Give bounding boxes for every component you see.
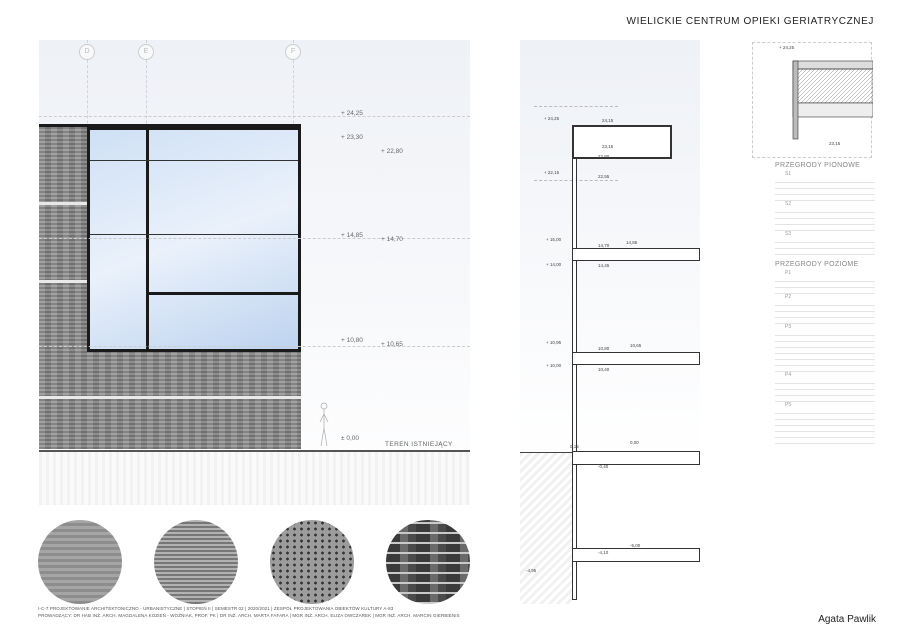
section-level: -5,00 bbox=[630, 543, 641, 548]
level-line bbox=[39, 346, 470, 347]
section-level: 22,80 bbox=[598, 154, 610, 159]
level-mark: + 14,70 bbox=[381, 236, 403, 243]
spec-row bbox=[775, 438, 875, 444]
spec-row bbox=[775, 249, 875, 255]
floor-slab bbox=[572, 248, 700, 261]
level-mark: + 23,30 bbox=[341, 134, 363, 141]
ground-section bbox=[39, 450, 470, 505]
axis-bubble: E bbox=[138, 44, 154, 60]
section-level: + 10,95 bbox=[546, 340, 562, 345]
section-level: 24,15 bbox=[602, 118, 614, 123]
section-ground bbox=[520, 452, 572, 604]
section-level: + 22,15 bbox=[544, 170, 560, 175]
ground-slab bbox=[572, 451, 700, 465]
detail-level: 23,15 bbox=[829, 141, 841, 146]
section-level: + 24,25 bbox=[544, 116, 560, 121]
wall-section-drawing bbox=[520, 40, 700, 604]
course-info: I-C-7 PROJEKTOWANIE ARCHITEKTONICZNO - URBANISTYCZNE | STOPIEŃ II | SEMESTR 02 | 2020/2021 | ZESPÓŁ PROJEKTOWANIA OBIEKTÓW KULTURY A-83 bbox=[38, 606, 394, 611]
section-level: -4,95 bbox=[526, 568, 537, 573]
window-mullion bbox=[146, 130, 149, 349]
spec-heading-vertical: PRZEGRODY PIONOWE bbox=[775, 162, 861, 169]
spec-group-p2 bbox=[775, 294, 875, 324]
window-transom bbox=[90, 160, 298, 161]
section-level: 0,00 bbox=[630, 440, 639, 445]
section-level: 10,40 bbox=[598, 367, 610, 372]
detail-level: + 24,25 bbox=[779, 45, 795, 50]
section-level: 14,45 bbox=[598, 263, 610, 268]
human-scale-figure bbox=[319, 402, 329, 448]
tutors-info: PROWADZĄCY: DR HAB INŻ. ARCH. MAGDALENA KOZIEŃ - WOŹNIAK, PROF. PK | DR INŻ. ARCH. MARTA FAFARA | MGR INŻ. ARCH. ELIZA OWCZAREK | MGR INŻ. ARCH. MARCIN GIERBIENIS bbox=[38, 613, 460, 618]
section-level: + 15,00 bbox=[546, 237, 562, 242]
section-level: 10,80 bbox=[598, 346, 610, 351]
material-sample-perforated-brick bbox=[270, 520, 354, 604]
ground-label: TEREN ISTNIEJĄCY bbox=[385, 441, 453, 448]
level-mark: + 24,25 bbox=[341, 110, 363, 117]
roof-slab bbox=[572, 125, 672, 159]
level-mark: + 22,80 bbox=[381, 148, 403, 155]
spec-group-p4 bbox=[775, 372, 875, 402]
spec-code: P4 bbox=[785, 372, 792, 378]
author-name: Agata Pawlik bbox=[818, 614, 876, 625]
floor-slab bbox=[572, 352, 700, 365]
layer-specifications bbox=[775, 160, 875, 444]
spec-code: S2 bbox=[785, 201, 792, 207]
level-mark: + 10,65 bbox=[381, 341, 403, 348]
spec-group-s1 bbox=[775, 171, 875, 201]
roof-detail-graphic bbox=[753, 43, 873, 159]
level-line bbox=[39, 238, 470, 239]
spec-code: P1 bbox=[785, 270, 792, 276]
material-sample-concrete bbox=[38, 520, 122, 604]
section-level: 0,15 bbox=[570, 444, 579, 449]
spec-code: S1 bbox=[785, 171, 792, 177]
elevation-drawing bbox=[39, 40, 470, 505]
section-level: + 14,00 bbox=[546, 262, 562, 267]
section-level: 23,15 bbox=[602, 144, 614, 149]
curtain-wall-window bbox=[87, 127, 301, 352]
section-level: 22,55 bbox=[598, 174, 610, 179]
axis-bubble: D bbox=[79, 44, 95, 60]
spec-group-p5 bbox=[775, 402, 875, 444]
facade-band bbox=[39, 396, 301, 399]
window-transom bbox=[146, 292, 298, 295]
section-level: + 10,00 bbox=[546, 363, 562, 368]
spec-code: P5 bbox=[785, 402, 792, 408]
basement-slab bbox=[572, 548, 700, 562]
material-sample-clinker-brick bbox=[386, 520, 470, 604]
section-level: -4,10 bbox=[598, 550, 609, 555]
section-level: 10,65 bbox=[630, 343, 642, 348]
section-level: 14,85 bbox=[626, 240, 638, 245]
level-line bbox=[39, 116, 470, 117]
level-mark: + 14,85 bbox=[341, 232, 363, 239]
section-level: 14,70 bbox=[598, 243, 610, 248]
spec-group-s3 bbox=[775, 231, 875, 255]
axis-bubble: F bbox=[285, 44, 301, 60]
spec-heading-horizontal: PRZEGRODY POZIOME bbox=[775, 261, 859, 268]
level-line bbox=[534, 106, 618, 107]
section-level: -0,40 bbox=[598, 464, 609, 469]
level-mark: + 10,80 bbox=[341, 337, 363, 344]
spec-group-s2 bbox=[775, 201, 875, 231]
spec-group-p3 bbox=[775, 324, 875, 372]
spec-code: P2 bbox=[785, 294, 792, 300]
board-title: WIELICKIE CENTRUM OPIEKI GERIATRYCZNEJ bbox=[626, 16, 874, 27]
level-mark: ± 0,00 bbox=[341, 435, 360, 442]
spec-code: S3 bbox=[785, 231, 792, 237]
roof-detail-drawing bbox=[752, 42, 872, 158]
window-transom bbox=[90, 234, 298, 235]
material-sample-brick-pattern bbox=[154, 520, 238, 604]
spec-group-p1 bbox=[775, 270, 875, 294]
spec-code: P3 bbox=[785, 324, 792, 330]
